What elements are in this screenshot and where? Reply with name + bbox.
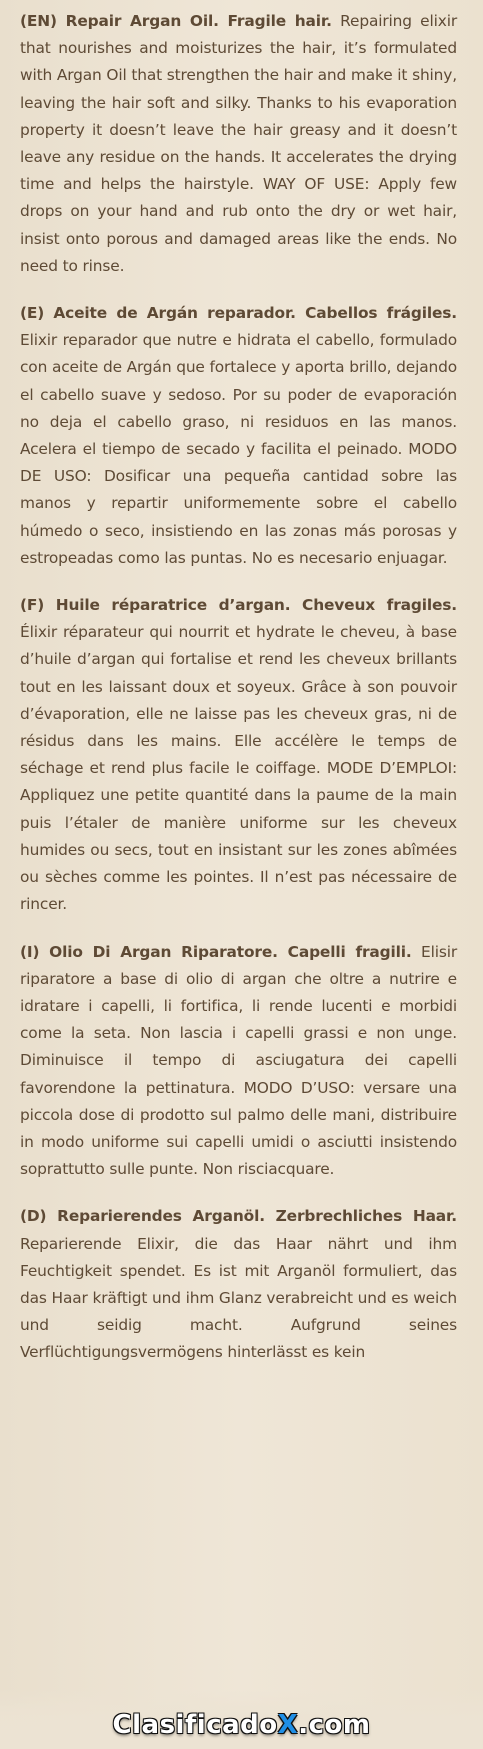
- section-it-body: Elisir riparatore a base di olio di argan che oltre a nutrire e idratare i capelli, li fortifica, li rende lucenti e morbidi come la seta. Non lascia i capelli grassi e non unge. Diminuisce il tempo di asciugatura dei capelli favorendone la pettinatura. MODO D’USO: versare una piccola dose di prodotto sul palmo delle mani, distribuire in modo uniforme sui capelli umidi o asciutti insistendo soprattutto sulle punte. Non risciacquare.: [20, 942, 457, 1179]
- section-en: [20, 8, 457, 280]
- section-en-heading: (EN) Repair Argan Oil. Fragile hair.: [20, 12, 332, 30]
- section-it-heading: (I) Olio Di Argan Riparatore. Capelli fragili.: [20, 942, 412, 961]
- section-fr: [20, 592, 457, 918]
- clasificadox-watermark: [0, 1708, 483, 1742]
- section-de-heading: (D) Reparierendes Arganöl. Zerbrechliches Haar.: [20, 1207, 457, 1226]
- footer-fade: [0, 1689, 483, 1749]
- label-text-content: [20, 8, 457, 1387]
- watermark-suffix: .com: [298, 1710, 371, 1740]
- section-en-body: Repairing elixir that nourishes and moisturizes the hair, it’s formulated with Argan Oil that strengthen the hair and make it shiny, leaving the hair soft and silky. Thanks to his evaporation property it doesn’t leave the hair greasy and it doesn’t leave any residue on the hands. It accelerates the drying time and helps the hairstyle. WAY OF USE: Apply few drops on your hand and rub onto the dry or wet hair, insist onto porous and damaged areas like the ends. No need to rinse.: [20, 12, 458, 275]
- section-de-body: Reparierende Elixir, die das Haar nährt und ihm Feuchtigkeit spendet. Es ist mit Arganöl formuliert, das das Haar kräftigt und ihm Glanz verabreicht und es weich und seidig macht. Aufgrund seines Verflüchtigungsvermögens hinterlässt es kein: [20, 1234, 457, 1362]
- section-fr-body: Élixir réparateur qui nourrit et hydrate le cheveu, à base d’huile d’argan qui fortalise et rend les cheveux brillants tout en les laissant doux et soyeux. Grâce à son pouvoir d’évaporation, elle ne laisse pas les cheveux gras, ni de résidus dans les mains. Elle accélère le temps de séchage et rend plus facile le coiffage. MODE D’EMPLOI: Appliquez une petite quantité dans la paume de la main puis l’étaler de manière uniforme sur les cheveux humides ou secs, tout en insistant sur les zones abîmées ou sèches comme les pointes. Il n’est pas nécessaire de rincer.: [20, 623, 457, 914]
- section-es: [20, 300, 457, 572]
- section-it: [20, 939, 457, 1184]
- watermark-x-letter: X: [277, 1710, 299, 1740]
- section-fr-heading: (F) Huile réparatrice d’argan. Cheveux fragiles.: [20, 596, 457, 615]
- section-de: [20, 1203, 457, 1366]
- section-es-body: Elixir reparador que nutre e hidrata el cabello, formulado con aceite de Argán que fortalece y aporta brillo, dejando el cabello suave y sedoso. Por su poder de evaporación no deja el cabello graso, ni residuos en las manos. Acelera el tiempo de secado y facilita el peinado. MODO DE USO: Dosificar una pequeña cantidad sobre las manos y repartir uniformemente sobre el cabello húmedo o seco, insistiendo en las zonas más porosas y estropeadas como las puntas. No es necesario enjuagar.: [20, 331, 457, 567]
- section-es-heading: (E) Aceite de Argán reparador. Cabellos frágiles.: [20, 304, 457, 323]
- watermark-prefix: Clasificado: [112, 1710, 278, 1740]
